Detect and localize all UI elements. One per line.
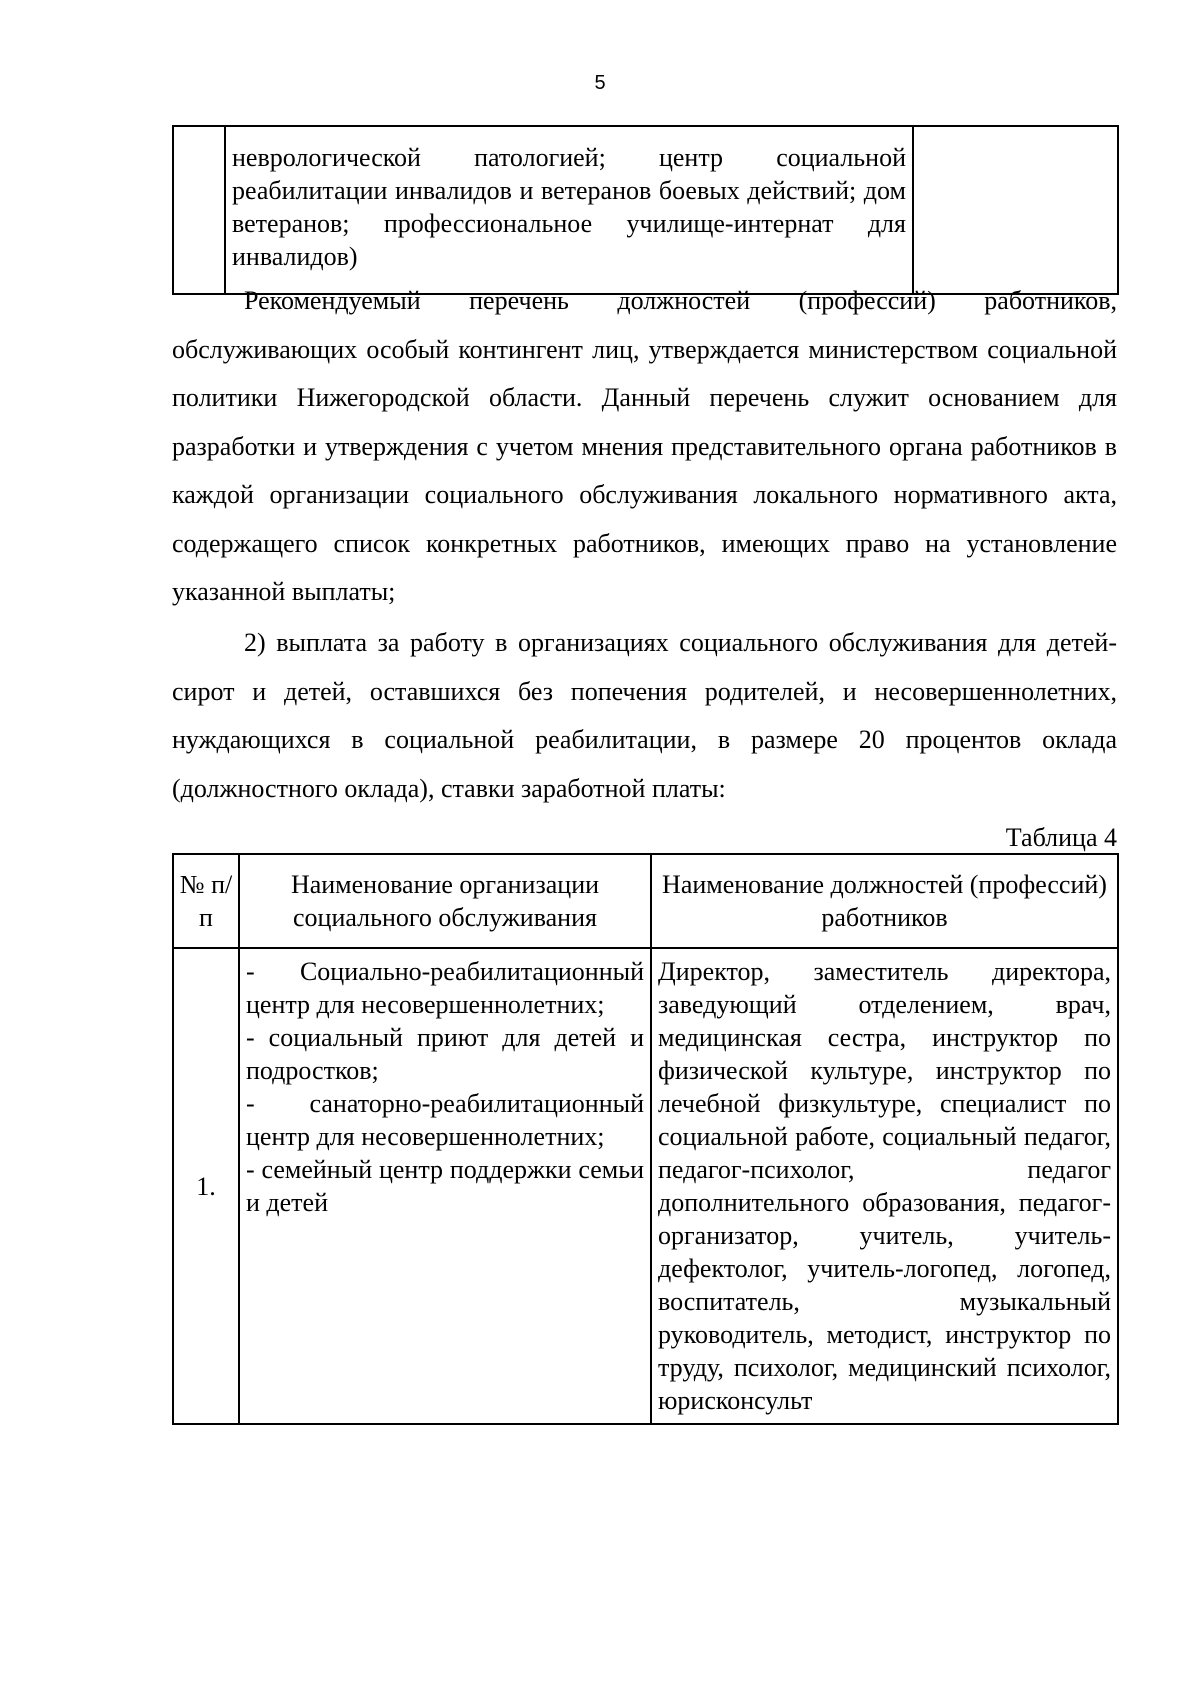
row-organizations: - Социально-реабилитационный центр для несовершеннолетних; - социальный приют для детей и подростков; - санаторно-реабилитационный центр для несовершеннолетних; - семейный центр поддержки семьи и детей — [239, 948, 651, 1424]
row-positions: Директор, заместитель директора, заведующий отделением, врач, медицинская сестра, инструктор по физической культуре, инструктор по лечебной физкультуре, специалист по социальной работе, социальный педагог, педагог-психолог, педагог дополнительного образования, педагог-организатор, учитель, учитель-дефектолог, учитель-логопед, логопед, воспитатель, музыкальный руководитель, методист, инструктор по труду, психолог, медицинский психолог, юрисконсульт — [651, 948, 1118, 1424]
paragraph-payment-item-2 — [172, 619, 1117, 813]
table-4 — [172, 853, 1119, 1425]
header-positions: Наименование должностей (профессий) работников — [651, 854, 1118, 948]
positions-cell — [913, 126, 1118, 294]
header-organization: Наименование организации социального обслуживания — [239, 854, 651, 948]
row-number: 1. — [173, 948, 239, 1424]
continuation-table — [172, 125, 1119, 295]
organization-cell: неврологической патологией; центр социальной реабилитации инвалидов и ветеранов боевых действий; дом ветеранов; профессиональное училище-интернат для инвалидов) — [225, 126, 913, 294]
paragraph-text: Рекомендуемый перечень должностей (профессий) работников, обслуживающих особый контингент лиц, утверждается министерством социальной политики Нижегородской области. Данный перечень служит основанием для разработки и утверждения с учетом мнения представительного органа работников в каждой организации социального обслуживания локального нормативного акта, содержащего список конкретных работников, имеющих право на установление указанной выплаты; — [172, 286, 1117, 606]
header-number: № п/п — [173, 854, 239, 948]
paragraph-recommended-list — [172, 277, 1117, 617]
table-row — [173, 948, 1118, 1424]
page-number: 5 — [594, 72, 606, 94]
table-caption: Таблица 4 — [1005, 823, 1117, 852]
paragraph-text: 2) выплата за работу в организациях социального обслуживания для детей-сирот и детей, оставшихся без попечения родителей, и несовершеннолетних, нуждающихся в социальной реабилитации, в размере 20 процентов оклада (должностного оклада), ставки заработной платы: — [172, 628, 1117, 803]
table-row — [173, 126, 1118, 294]
table-header-row — [173, 854, 1118, 948]
number-cell — [173, 126, 225, 294]
